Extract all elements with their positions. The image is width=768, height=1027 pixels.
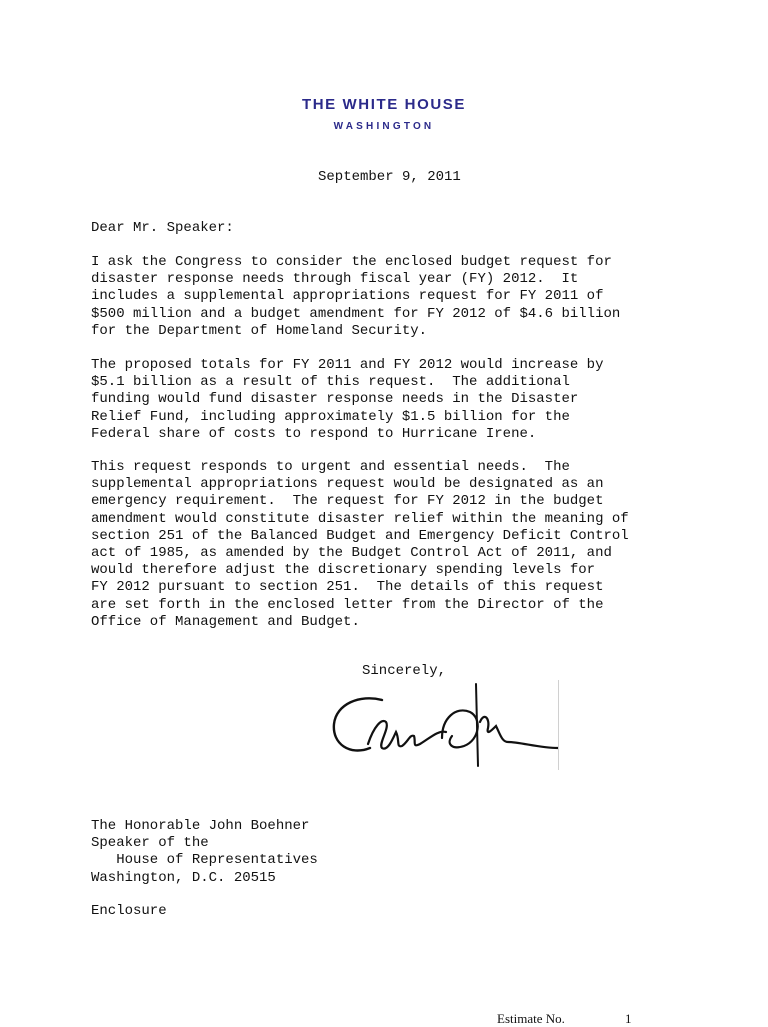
letter-closing: Sincerely, (362, 663, 447, 679)
enclosure-note: Enclosure (91, 903, 167, 919)
letter-date: September 9, 2011 (318, 169, 461, 185)
letterhead-subtitle: WASHINGTON (333, 121, 435, 132)
estimate-label: Estimate No. (497, 1011, 565, 1026)
letter-salutation: Dear Mr. Speaker: (91, 220, 234, 236)
letter-paragraph-2: The proposed totals for FY 2011 and FY 2012 would increase by $5.1 billion as a result of this request. The additional funding would fund disaster response needs in the Disaster Relief Fund, including approximately $1.5 billion for the Federal share of costs to respond to Hurricane Irene. (91, 357, 604, 442)
letter-paragraph-3: This request responds to urgent and essential needs. The supplemental appropriations request would be designated as an emergency requirement. The request for FY 2012 in the budget amendment would constitute disaster relief within the meaning of section 251 of the Balanced Budget and Emergency Deficit Control act of 1985, as amended by the Budget Control Act of 2011, and would therefore adjust the discretionary spending levels for FY 2012 pursuant to section 251. The details of this request are set forth in the enclosed letter from the Director of the Office of Management and Budget. (91, 459, 629, 630)
signature-divider (558, 680, 559, 770)
signature-icon (330, 682, 562, 772)
estimate-number: 1 (625, 1011, 632, 1026)
letter-paragraph-1: I ask the Congress to consider the enclosed budget request for disaster response needs through fiscal year (FY) 2012. It includes a supplemental appropriations request for FY 2011 of $500 million and a budget amendment for FY 2012 of $4.6 billion for the Department of Homeland Security. (91, 254, 621, 339)
recipient-address: The Honorable John Boehner Speaker of the House of Representatives Washington, D.C. 20515 (91, 818, 318, 886)
letterhead-title: THE WHITE HOUSE (301, 96, 466, 113)
